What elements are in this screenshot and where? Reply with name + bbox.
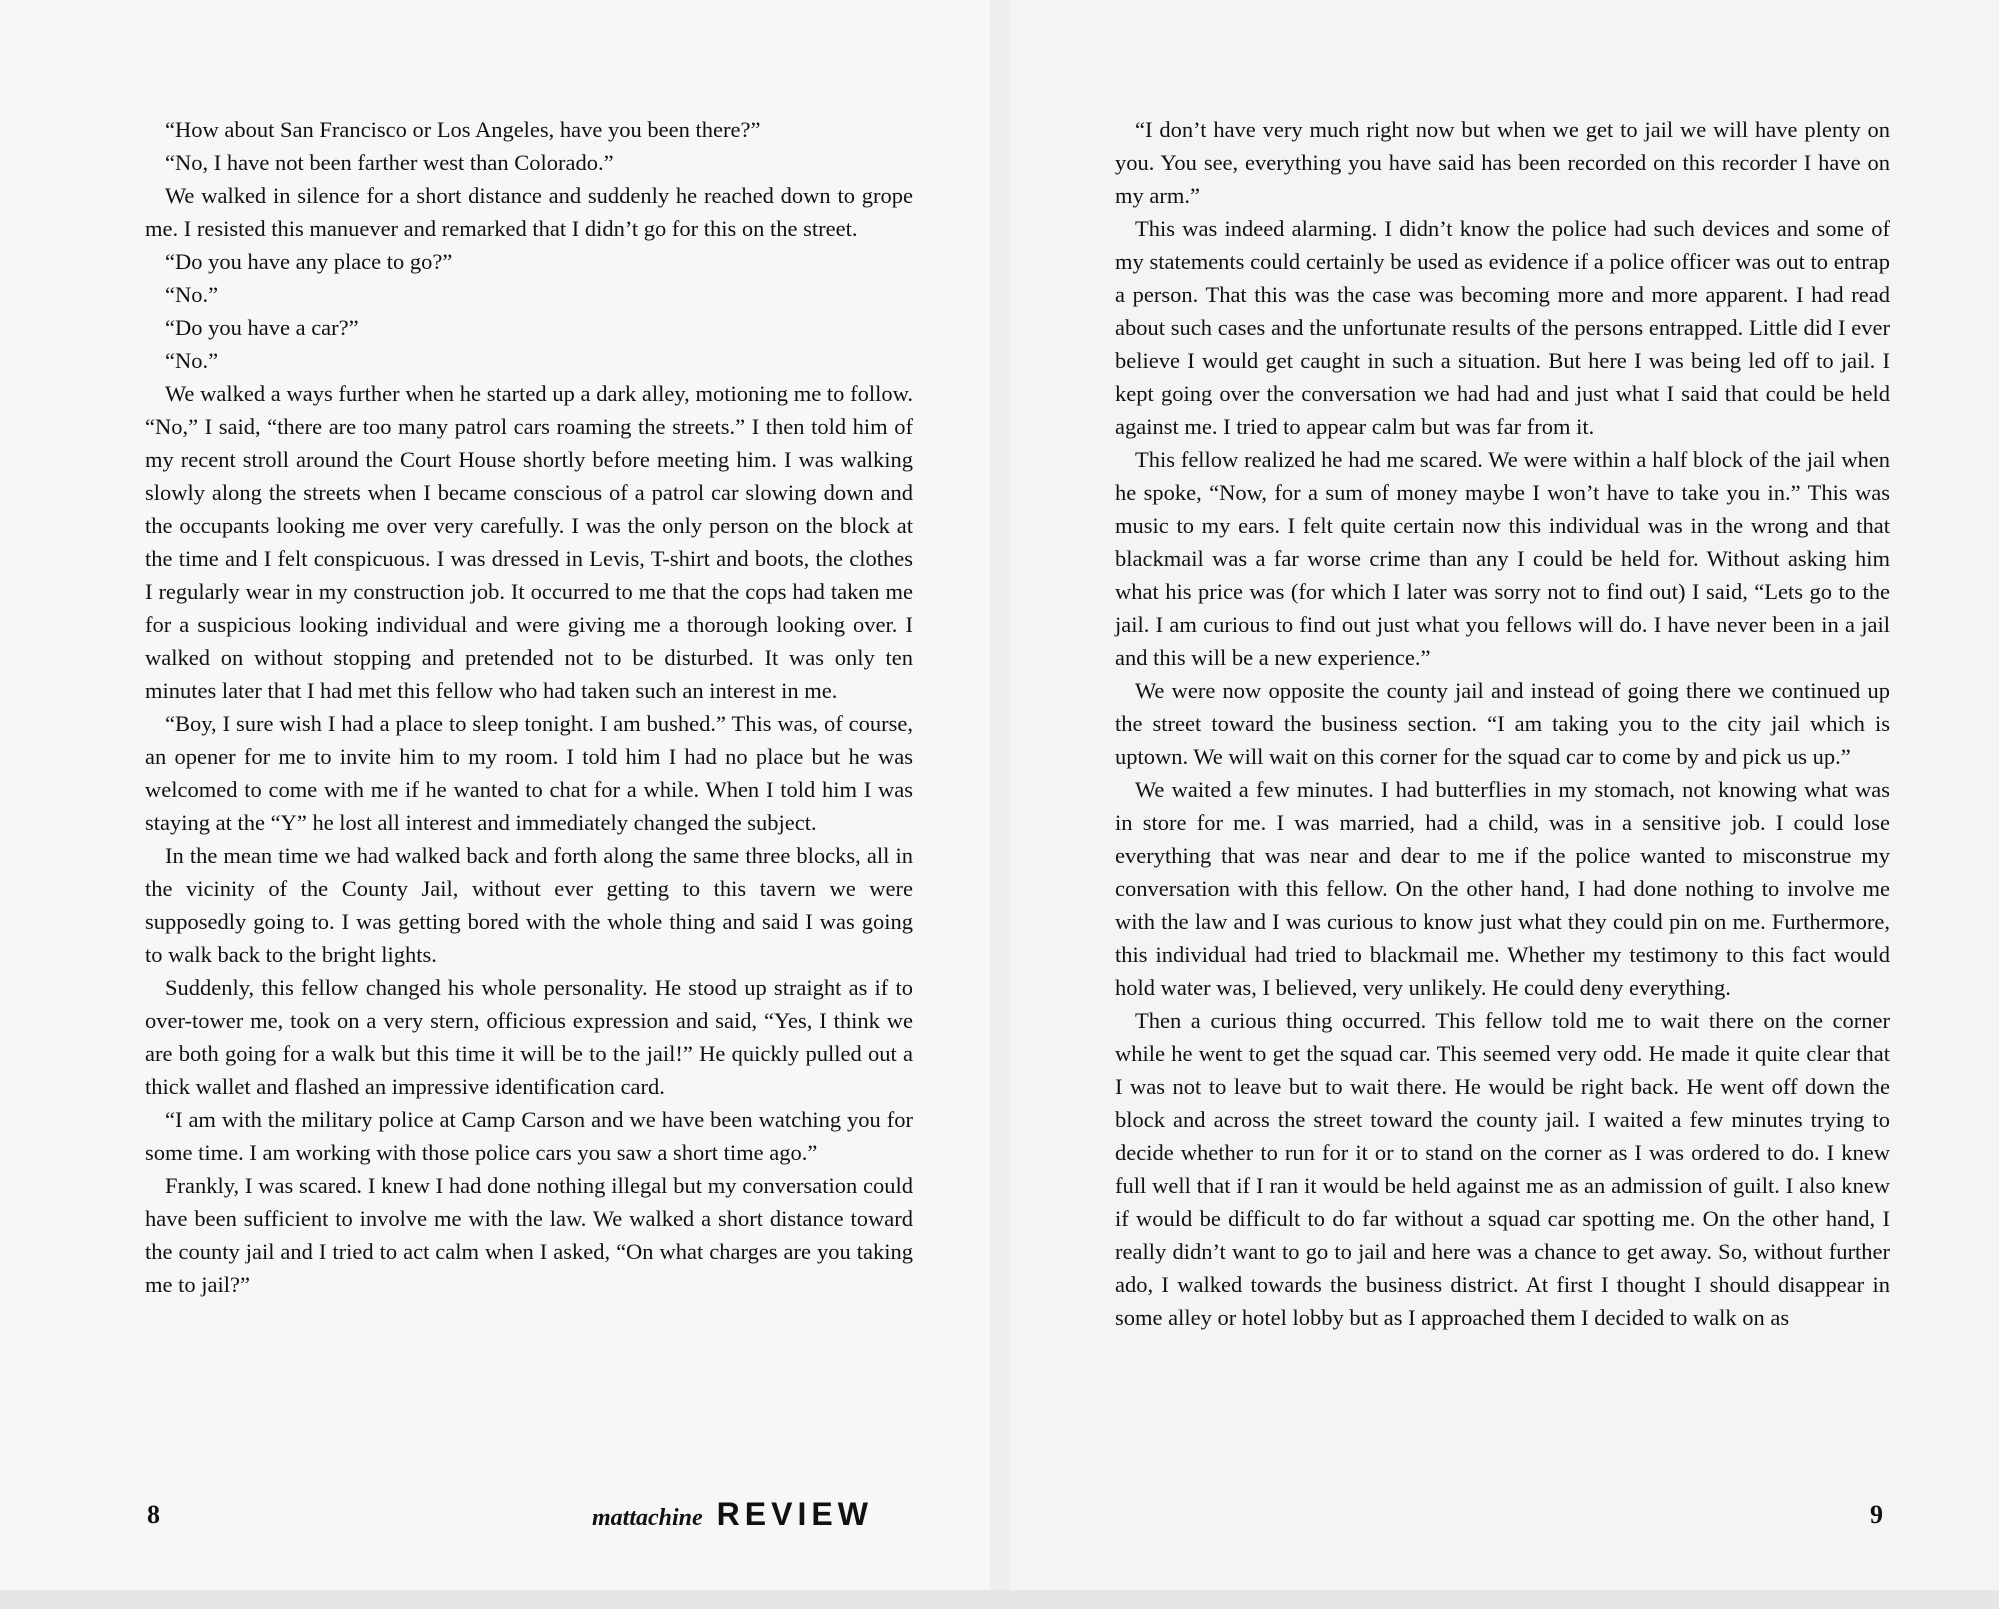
paragraph: “Do you have any place to go?” (165, 249, 453, 274)
paragraph: “No.” (165, 282, 219, 307)
paragraph: Frankly, I was scared. I knew I had done nothing illegal but my conversation could have been sufficient to involve me with the law. We walked a short distance toward the county jail and I tried to act calm when I asked, “On what charges are you taking me to jail?” (145, 1173, 913, 1297)
left-text-column (145, 113, 913, 1301)
paragraph: This fellow realized he had me scared. We were within a half block of the jail when he spoke, “Now, for a sum of money maybe I won’t have to take you in.” This was music to my ears. I felt quite certain now this individual was in the wrong and that blackmail was a far worse crime than any I could be held for. Without asking him what his price was (for which I later was sorry not to find out) I said, “Lets go to the jail. I am curious to find out just what you fellows will do. I have never been in a jail and this will be a new experience.” (1115, 447, 1890, 670)
paragraph: “I am with the military police at Camp Carson and we have been watching you for some time. I am working with those police cars you saw a short time ago.” (145, 1107, 913, 1165)
paragraph: “I don’t have very much right now but when we get to jail we will have plenty on you. You see, everything you have said has been recorded on this recorder I have on my arm.” (1115, 117, 1890, 208)
page-number-left: 8 (147, 1500, 160, 1529)
paragraph: Suddenly, this fellow changed his whole personality. He stood up straight as if to over-tower me, took on a very stern, officious expression and said, “Yes, I think we are both going for a walk but this time it will be to the jail!” He quickly pulled out a thick wallet and flashed an impressive identification card. (145, 975, 913, 1099)
paragraph: In the mean time we had walked back and forth along the same three blocks, all in the vicinity of the County Jail, without ever getting to this tavern we were supposedly going to. I was getting bored with the whole thing and said I was going to walk back to the bright lights. (145, 843, 913, 967)
paragraph: “No, I have not been farther west than Colorado.” (165, 150, 614, 175)
masthead-title: REVIEW (716, 1496, 873, 1532)
paragraph: We waited a few minutes. I had butterflies in my stomach, not knowing what was in store for me. I was married, had a child, was in a sensitive job. I could lose everything that was near and dear to me if the police wanted to misconstrue my conversation with this fellow. On the other hand, I had done nothing to involve me with the law and I was curious to know just what they could pin on me. Furthermore, this individual had tried to blackmail me. Whether my testimony to this fact would hold water was, I believed, very unlikely. He could deny everything. (1115, 777, 1890, 1000)
masthead-script: mattachine (592, 1505, 703, 1531)
scan-bottom-edge (0, 1590, 1999, 1609)
paragraph: “No.” (165, 348, 219, 373)
paragraph: “Do you have a car?” (165, 315, 359, 340)
right-text-column (1115, 113, 1890, 1334)
paragraph: This was indeed alarming. I didn’t know the police had such devices and some of my statements could certainly be used as evidence if a police officer was out to entrap a person. That this was the case was becoming more and more apparent. I had read about such cases and the unfortunate results of the persons entrapped. Little did I ever believe I would get caught in such a situation. But here I was being led off to jail. I kept going over the conversation we had had and just what I said that could be held against me. I tried to appear calm but was far from it. (1115, 216, 1890, 439)
paragraph: We walked in silence for a short distance and suddenly he reached down to grope me. I resisted this manuever and remarked that I didn’t go for this on the street. (145, 183, 913, 241)
paragraph: “How about San Francisco or Los Angeles, have you been there?” (165, 117, 761, 142)
page-gutter (990, 0, 1010, 1609)
page-number-right: 9 (1870, 1500, 1883, 1529)
paragraph: “Boy, I sure wish I had a place to sleep tonight. I am bushed.” This was, of course, an opener for me to invite him to my room. I told him I had no place but he was welcomed to come with me if he wanted to chat for a while. When I told him I was staying at the “Y” he lost all interest and immediately changed the subject. (145, 711, 913, 835)
paragraph: Then a curious thing occurred. This fellow told me to wait there on the corner while he went to get the squad car. This seemed very odd. He made it quite clear that I was not to leave but to wait there. He would be right back. He went off down the block and across the street toward the county jail. I waited a few minutes trying to decide whether to run for it or to stand on the corner as I was ordered to do. I knew full well that if I ran it would be held against me as an admission of guilt. I also knew if would be difficult to do far without a squad car spotting me. On the other hand, I really didn’t want to go to jail and here was a chance to get away. So, without further ado, I walked towards the business district. At first I thought I should disappear in some alley or hotel lobby but as I approached them I decided to walk on as (1115, 1008, 1890, 1330)
masthead-footer (592, 1496, 873, 1533)
paragraph: We were now opposite the county jail and instead of going there we continued up the street toward the business section. “I am taking you to the city jail which is uptown. We will wait on this corner for the squad car to come by and pick us up.” (1115, 678, 1890, 769)
paragraph: We walked a ways further when he started up a dark alley, motioning me to follow. “No,” I said, “there are too many patrol cars roaming the streets.” I then told him of my recent stroll around the Court House shortly before meeting him. I was walking slowly along the streets when I became conscious of a patrol car slowing down and the occupants looking me over very carefully. I was the only person on the block at the time and I felt conspicuous. I was dressed in Levis, T-shirt and boots, the clothes I regularly wear in my construction job. It occurred to me that the cops had taken me for a suspicious looking individual and were giving me a thorough looking over. I walked on without stopping and pretended not to be disturbed. It was only ten minutes later that I had met this fellow who had taken such an interest in me. (145, 381, 913, 703)
